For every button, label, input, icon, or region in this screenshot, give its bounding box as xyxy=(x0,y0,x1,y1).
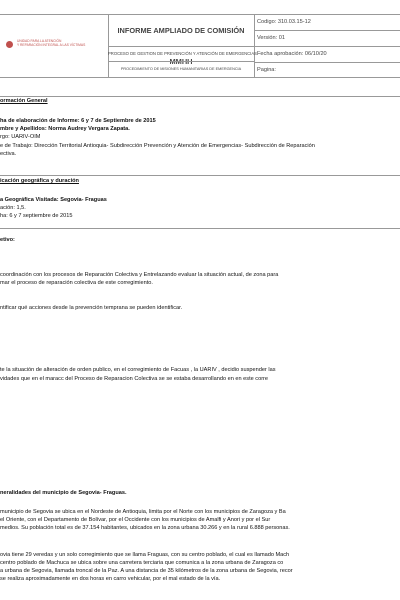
paragraph-line: municipio de Segovia se ubica en el Nordeste de Antioquia, limita por el Norte con los municipios de Zaragoza y Ba xyxy=(0,509,286,515)
municipality-paragraph-1 xyxy=(0,508,400,532)
situation-line-1: te la situación de alteración de orden publico, en el corregimiento de Facuas , la UARIV , decidio suspender las xyxy=(0,367,276,373)
situation-line-2: vidades que en el maracc del Proceso de Reparacion Colectiva se se estaba desarrollando en en este corre xyxy=(0,376,269,382)
section-heading-location: icación geográfica y duración xyxy=(0,178,79,184)
author-position: rgo: UARIV-OIM xyxy=(0,134,41,140)
document-title: INFORME AMPLIADO DE COMISIÓN MMHH xyxy=(108,15,254,47)
document-header xyxy=(0,14,400,78)
section-heading-objective: etivo: xyxy=(0,237,15,243)
section-divider xyxy=(0,228,400,229)
section-divider xyxy=(0,96,400,97)
page-number: Pagina: xyxy=(257,67,276,73)
report-date: ha de elaboración de Informe: 6 y 7 de Septiembre de 2015 xyxy=(0,118,156,124)
logo-cell xyxy=(0,15,109,77)
paragraph-line: el Oriente, con el Departamento de Bolívar, por el Occidente con los municipios de Amalfi y Anori y por el Sur xyxy=(0,517,271,523)
visit-duration: ación: 1,5. xyxy=(0,205,26,211)
org-name-line2: Y REPARACIÓN INTEGRAL A LAS VÍCTIMAS xyxy=(17,43,86,48)
procedure-name: PROCEDIMIENTO DE MISIONES HUMANITARIAS DE EMERGENCIA xyxy=(120,67,242,71)
author-name: mbre y Apellidos: Norma Audrey Vergara Zapata. xyxy=(0,126,130,132)
workplace-line-2: ectiva. xyxy=(0,151,17,157)
document-code: Codigo: 310.03.15-12 xyxy=(254,15,400,31)
objective-line-3: ntificar qué acciones desde la prevención temprana se pueden identificar. xyxy=(0,305,183,311)
paragraph-line: centro poblado de Machuca se ubica sobre una carretera terciaria que comunica a la zona urbana de Zaragoza co xyxy=(0,560,284,566)
objective-line-2: mar el proceso de reparación colectiva de este corregimiento. xyxy=(0,280,153,286)
visited-area: a Geográfica Visitada: Segovia- Fraguas xyxy=(0,197,107,203)
title-cell xyxy=(108,15,255,77)
section-heading-municipality: neralidades del municipio de Segovia- Fraguas. xyxy=(0,490,127,496)
meta-cell xyxy=(254,15,400,77)
section-divider xyxy=(0,175,400,176)
paragraph-line: ovia tiene 29 veredas y un solo corregimiento que se llama Fraguas, con su centro poblado, el cual es llamado Mach xyxy=(0,552,290,558)
paragraph-line: a urbana de Segovia, llamada troncal de la Paz. A una distancia de 35 kilómetros de la zona urbana de Segovia, recor xyxy=(0,568,293,574)
section-heading-general-info: ormación General xyxy=(0,98,48,104)
org-name xyxy=(17,39,102,47)
process-name: PROCESO DE GESTION DE PREVENCIÓN Y ATENCIÓN DE EMERGENCIAS xyxy=(108,47,254,62)
logo-emblem-icon xyxy=(6,41,13,48)
paragraph-line: se realiza aproximadamente en dos horas en carro vehicular, por el mal estado de la vía. xyxy=(0,576,221,582)
objective-line-1: coordinación con los procesos de Reparación Colectiva y Entrelazando evaluar la situación actual, de zona para xyxy=(0,272,279,278)
municipality-paragraph-2 xyxy=(0,551,400,583)
visit-date: ha: 6 y 7 septiembre de 2015 xyxy=(0,213,73,219)
paragraph-line: medios. Su población total es de 37.154 habitantes, ubicados en la zona urbana 30.266 y en la rural 6.888 personas. xyxy=(0,525,290,531)
approval-date: Fecha aprobación: 06/10/20 xyxy=(254,47,400,63)
workplace-line-1: e de Trabajo: Dirección Territorial Antioquia- Subdirección Prevención y Atención de Emergencias- Subdirección de Reparación xyxy=(0,143,315,149)
org-name-line1: UNIDAD PARA LA ATENCIÓN xyxy=(17,39,62,43)
document-version: Versión: 01 xyxy=(254,31,400,47)
